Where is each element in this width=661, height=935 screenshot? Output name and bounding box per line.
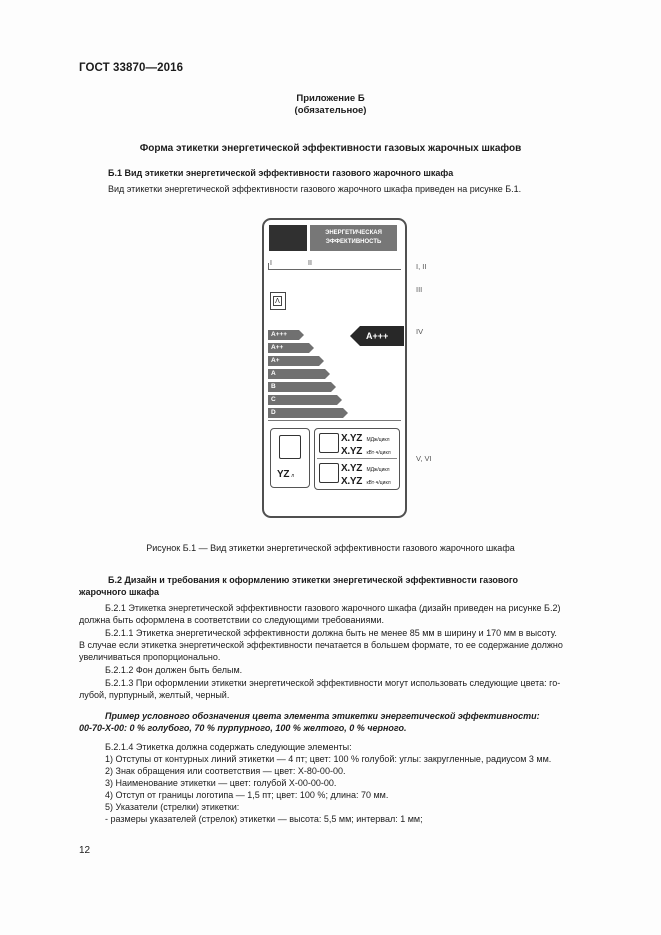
label-title-line2: ЭФФЕКТИВНОСТЬ bbox=[325, 239, 382, 245]
label-name-box bbox=[310, 225, 397, 251]
class-bar-1: A+++ bbox=[268, 330, 304, 340]
annotation-1: I, II bbox=[416, 262, 427, 271]
value2: X.YZ bbox=[341, 463, 363, 474]
para-b21-line2: должна быть оформлена в соответствии со следующими требованиями. bbox=[79, 615, 385, 625]
energy-label-figure bbox=[262, 218, 407, 518]
section-b1-heading: Б.1 Вид этикетки энергетической эффективности газового жарочного шкафа bbox=[108, 168, 454, 178]
rating-indicator: A+++ bbox=[360, 326, 404, 346]
para-b212: Б.2.1.2 Фон должен быть белым. bbox=[105, 665, 243, 675]
list-item: 5) Указатели (стрелки) этикетки: bbox=[105, 802, 240, 812]
standard-header: ГОСТ 33870—2016 bbox=[79, 62, 184, 74]
class-bar-6: C bbox=[268, 395, 342, 405]
page-number: 12 bbox=[79, 845, 91, 856]
oven-volume-icon bbox=[279, 435, 301, 459]
para-b21-line1: Б.2.1 Этикетка энергетической эффективности газового жарочного шкафа (дизайн приведен на рисунке Б.2) bbox=[105, 603, 561, 613]
value2b: X.YZ bbox=[341, 476, 363, 487]
annotation-2: III bbox=[416, 285, 423, 294]
figure-caption: Рисунок Б.1 — Вид этикетки энергетической эффективности газового жарочного шкафа bbox=[146, 543, 515, 553]
example-line2: 00-70-X-00: 0 % голубого, 70 % пурпурного, 100 % желтого, 0 % черного. bbox=[79, 723, 407, 733]
list-item: - размеры указателей (стрелок) этикетки — высота: 5,5 мм; интервал: 1 мм; bbox=[105, 814, 423, 824]
para-b211-line1: Б.2.1.1 Этикетка энергетической эффективности должна быть не менее 85 мм в ширину и 170 мм в высоту. bbox=[105, 628, 557, 638]
para-b213-line2: лубой, пурпурный, желтый, черный. bbox=[79, 690, 230, 700]
unit2a: МДж/цикл bbox=[366, 467, 390, 473]
label-title-line1: ЭНЕРГЕТИЧЕСКАЯ bbox=[325, 230, 382, 236]
para-b213-line1: Б.2.1.3 При оформлении этикетки энергетической эффективности могут использовать следующие цвета: го- bbox=[105, 678, 561, 688]
class-bar-5: B bbox=[268, 382, 336, 392]
list-item: 3) Наименование этикетки — цвет: голубой X-00-00-00. bbox=[105, 778, 337, 788]
list-item: 1) Отступы от контурных линий этикетки — 4 пт; цвет: 100 % голубой: углы: закругленные, радиусом 3 мм. bbox=[105, 754, 552, 764]
value1b: X.YZ bbox=[341, 446, 363, 457]
volume-box bbox=[270, 428, 310, 488]
bottom-divider bbox=[268, 420, 401, 421]
annotation-4: V, VI bbox=[416, 454, 432, 463]
fan-mode-icon bbox=[319, 463, 339, 483]
unit1a: МДж/цикл bbox=[366, 437, 390, 443]
divider-line bbox=[268, 269, 401, 270]
class-bar-4: A bbox=[268, 369, 330, 379]
energy-consumption-box bbox=[314, 428, 400, 490]
rating-arrow-tip bbox=[350, 326, 360, 346]
section-b2-heading-1: Б.2 Дизайн и требования к оформлению этикетки энергетической эффективности газового bbox=[108, 575, 518, 585]
appendix-heading bbox=[0, 93, 661, 117]
appendix-status: (обязательное) bbox=[294, 105, 367, 116]
para-b211-line2: В случае если этикетка энергетической эффективности печатается в большем формате, то ее содержание должно bbox=[79, 640, 563, 650]
unit1b: кВт·ч/цикл bbox=[366, 450, 391, 456]
volume-unit: л bbox=[291, 473, 295, 479]
unit2b: кВт·ч/цикл bbox=[366, 480, 391, 486]
class-bar-3: A+ bbox=[268, 356, 324, 366]
annotation-3: IV bbox=[416, 327, 424, 336]
mark-ii: II bbox=[308, 260, 312, 267]
conventional-mode-icon bbox=[319, 433, 339, 453]
volume-value: YZ bbox=[277, 469, 290, 480]
list-item: 4) Отступ от границы логотипа — 1,5 пт; цвет: 100 %; длина: 70 мм. bbox=[105, 790, 389, 800]
example-line1: Пример условного обозначения цвета элемента этикетки энергетической эффективности: bbox=[105, 711, 540, 721]
section-b1-text: Вид этикетки энергетической эффективности газового жарочного шкафа приведен на рисунке Б.1. bbox=[108, 184, 522, 194]
class-bar-2: A++ bbox=[268, 343, 314, 353]
para-b211-line3: увеличиваться пропорционально. bbox=[79, 652, 221, 662]
class-bar-7: D bbox=[268, 408, 348, 418]
para-b214: Б.2.1.4 Этикетка должна содержать следующие элементы: bbox=[105, 742, 352, 752]
mark-i: I bbox=[270, 260, 272, 267]
logo-box bbox=[269, 225, 307, 251]
form-title: Форма этикетки энергетической эффективности газовых жарочных шкафов bbox=[139, 143, 522, 154]
section-b2-heading-2: жарочного шкафа bbox=[79, 587, 159, 597]
list-item: 2) Знак обращения или соответствия — цвет: X-80-00-00. bbox=[105, 766, 346, 776]
oven-symbol-icon: Λ bbox=[270, 292, 286, 310]
value1: X.YZ bbox=[341, 433, 363, 444]
appendix-title: Приложение Б bbox=[296, 93, 365, 104]
